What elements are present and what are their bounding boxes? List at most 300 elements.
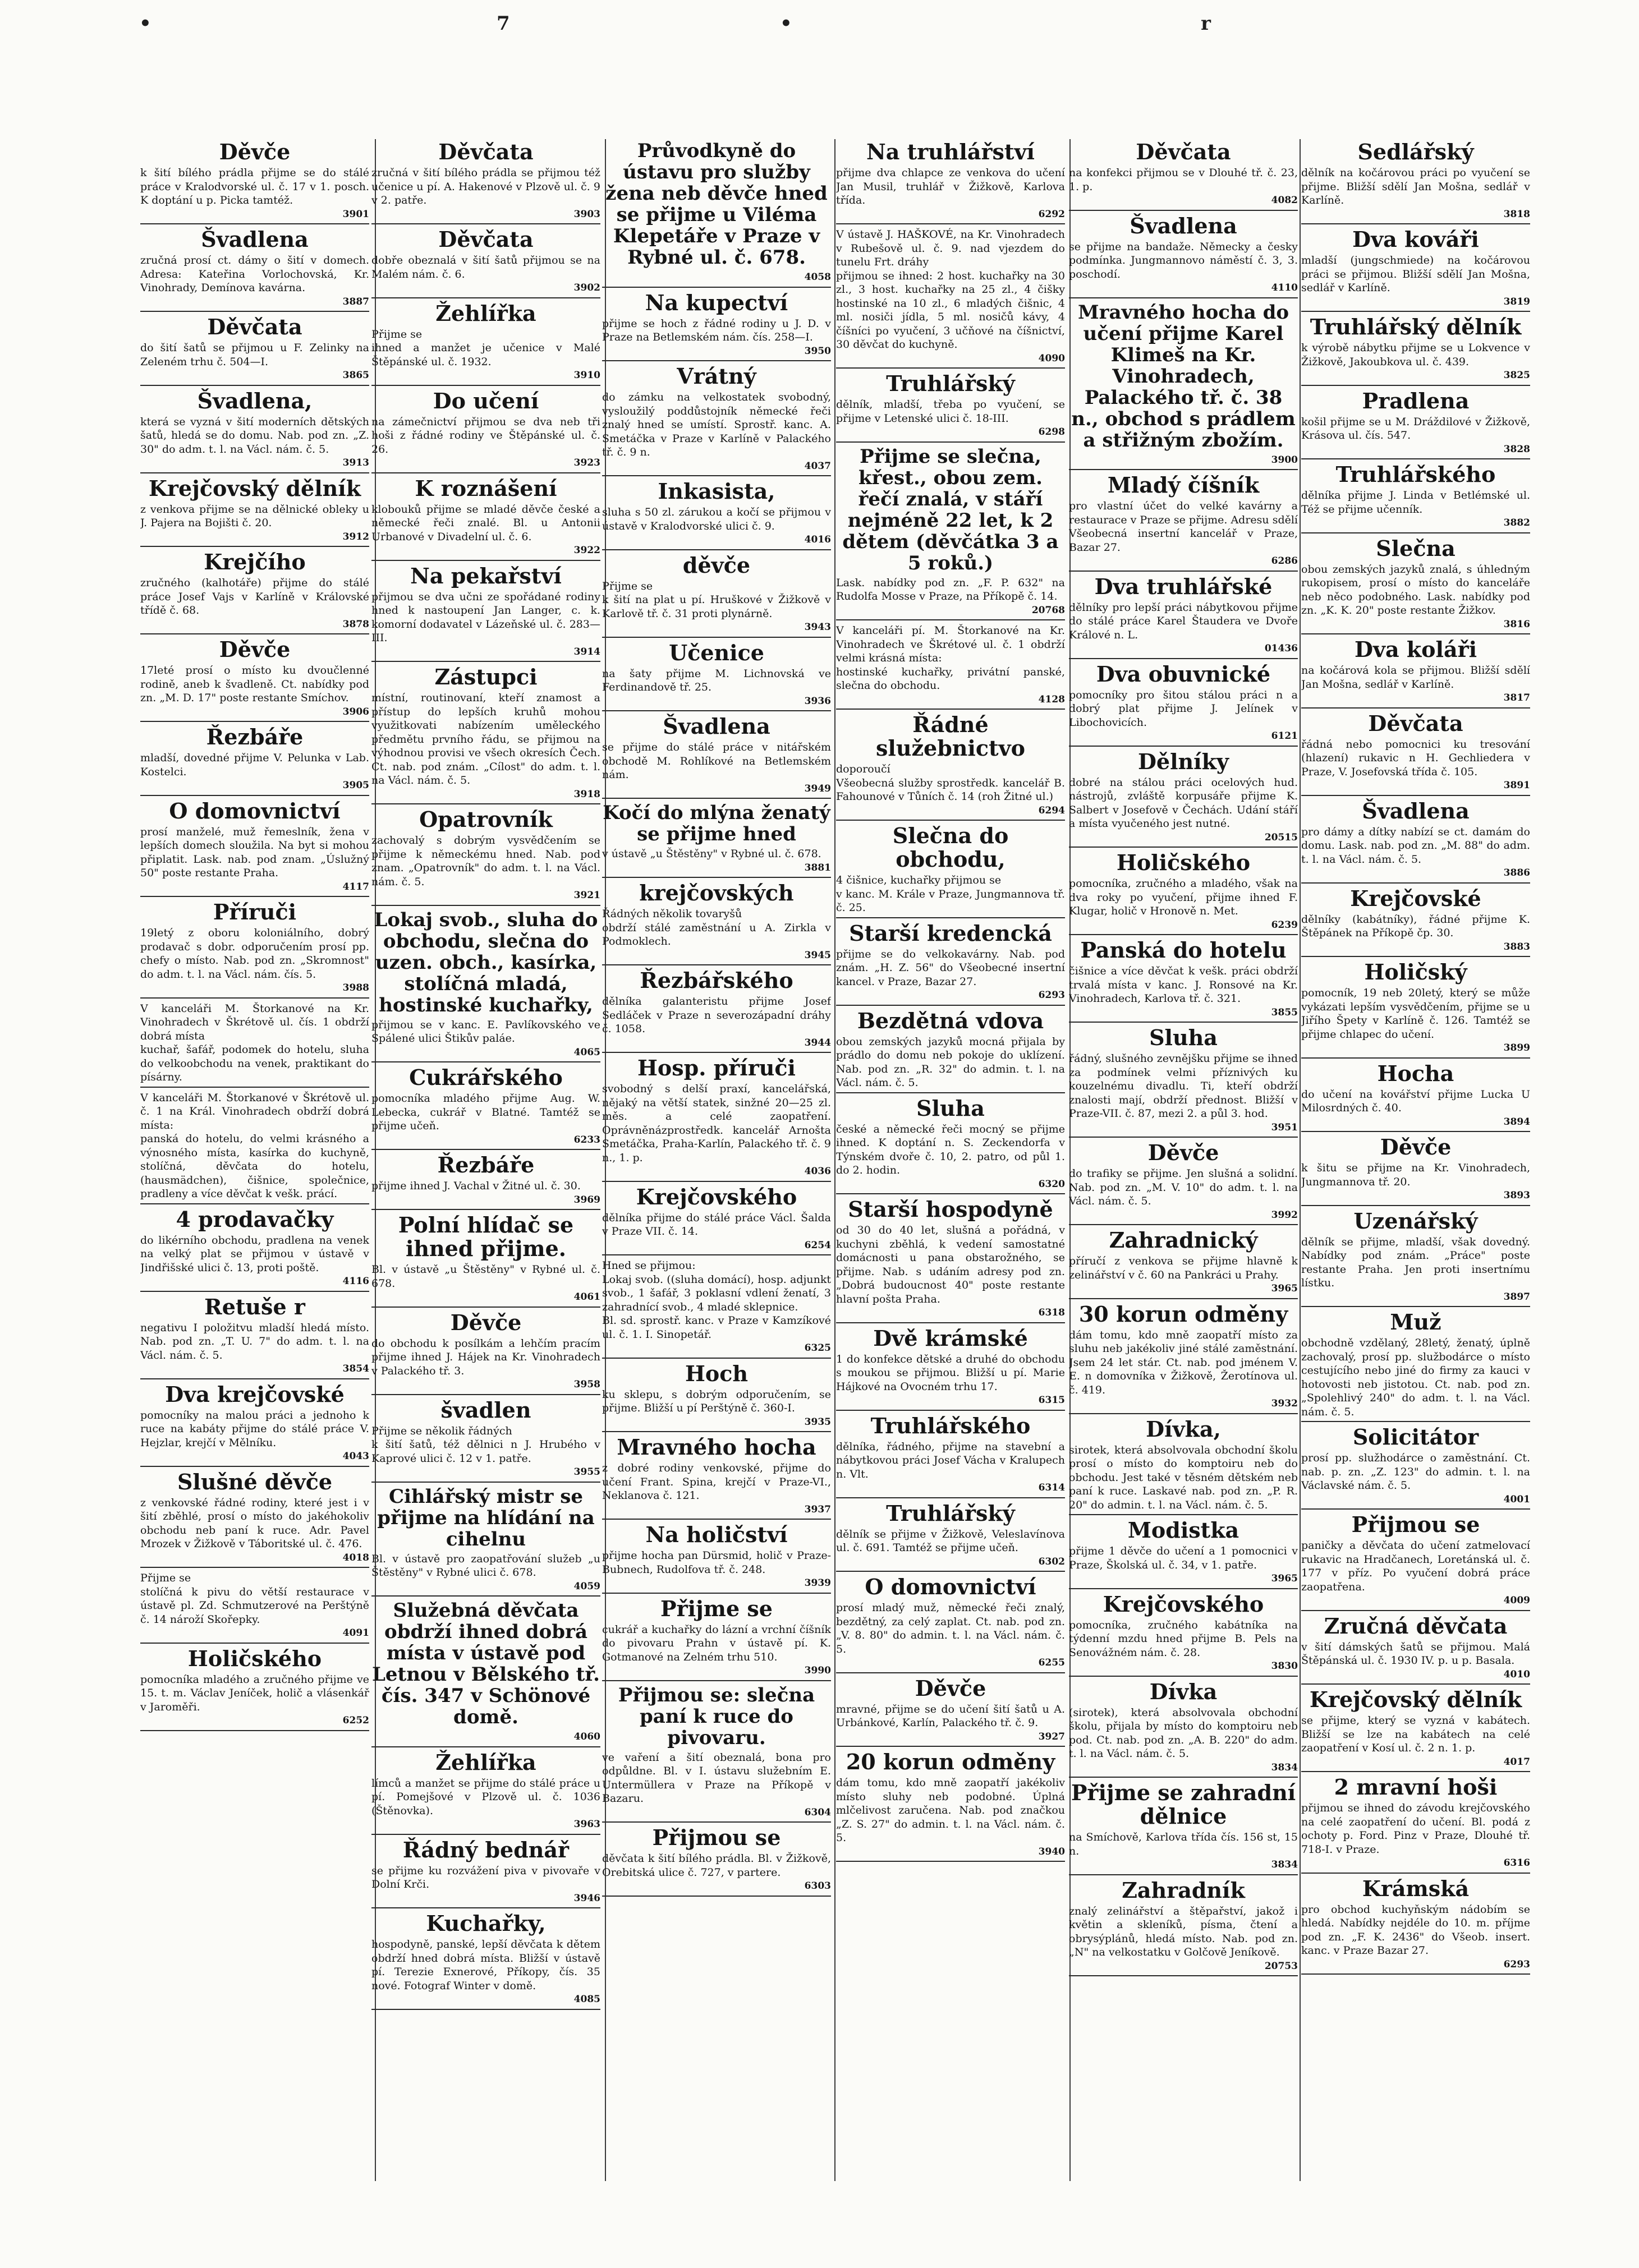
ad-headline: Švadlena (663, 714, 770, 739)
ad-body: dělníka přijme J. Linda v Betlémské ul. Též se přijme učenník. (1301, 489, 1530, 516)
classified-ad (140, 1002, 369, 1088)
ad-body: přijme se do velkokavárny. Nab. pod znám. „H. Z. 56" do Všeobecné insertní kancel. v Praze, Bazar 27. (836, 947, 1065, 988)
classified-ad (1069, 575, 1298, 659)
ad-headline: Zahradník (1122, 1877, 1245, 1903)
ad-headline: Švadlena (1130, 213, 1237, 238)
ad-body: dobře obeznalá v šití šatů přijmou se na Malém nám. č. 6. (371, 254, 600, 280)
ad-body: přijmou se v kanc. E. Pavlíkovského ve Spálené ulici Štikův paláe. (371, 1018, 600, 1045)
ad-headline: Solicitátor (1352, 1424, 1479, 1450)
ad-number: 4058 (804, 272, 831, 283)
ad-headline: Přijme se zahradní dělnice (1071, 1780, 1296, 1829)
ad-number: 3865 (342, 370, 369, 381)
ad-headline: Děvče (1380, 1134, 1452, 1160)
ad-number: 3855 (1271, 1006, 1298, 1018)
ad-body: prosí manželé, muž řemeslník, žena v lepších domech sloužila. Na byt si mohou připlatit. Lask. nab. pod znam. „Úslužný 50" poste restante Praha. (140, 825, 369, 879)
classified-ad (1301, 1775, 1530, 1874)
ad-body: k šití bílého prádla přijme se do stálé práce v Kralodvorské ul. č. 17 v 1. posch. K doptání u p. Picka tamtéž. (140, 167, 369, 206)
ad-body: pomocníky pro šitou stálou práci n a dobrý plat přijme J. Jelínek v Libochovicích. (1069, 688, 1298, 729)
classified-ad (1301, 537, 1530, 635)
ad-number: 3901 (342, 208, 369, 220)
ad-number: 3912 (342, 531, 369, 542)
ad-body: přijmou se ihned do závodu krejčovského na celé zaopatření do učení. Bl. podá z ochoty p. Ford. Pinz v Praze, Dlouhé tř. 718-I. v Praze. (1301, 1802, 1530, 1856)
ad-number: 3854 (342, 1363, 369, 1374)
classified-ad (1069, 1593, 1298, 1677)
classified-ad (140, 477, 369, 548)
ad-headline: Služebná děvčata obdrží ihned dobrá místa v ústavě pod Letnou v Bělského tř. čís. 347 v Schönové domě. (372, 1599, 600, 1728)
ad-number: 3965 (1271, 1573, 1298, 1584)
ad-headline: Truhlářského (870, 1413, 1031, 1438)
classified-ad (836, 713, 1065, 821)
ad-number: 3818 (1503, 208, 1530, 220)
ad-body: pro dámy a dítky nabízí se ct. damám do domu. Lask. nab. pod zn. „M. 88" do adm. t. l. na Václ. nám. č. 5. (1301, 825, 1530, 866)
page-mark: • (139, 12, 151, 35)
classified-ad (1069, 750, 1298, 848)
classified-ad (602, 969, 831, 1053)
ad-number: 6325 (804, 1342, 831, 1354)
ad-body: 4 čišnice, kuchařky přijmou se v kanc. M. Krále v Praze, Jungmannova tř. č. 25. (836, 874, 1065, 914)
classified-ad (602, 140, 831, 288)
ad-number: 3830 (1271, 1660, 1298, 1672)
ad-number: 4060 (573, 1731, 600, 1742)
ad-body: obou zemských jazyků mocná přijala by prádlo do domu neb pokoje do uklízení. Nab. pod zn. „R. 32" do admin. t. l. na Václ. nám. č. 5. (836, 1035, 1065, 1089)
ad-headline: Dva kováři (1352, 227, 1479, 252)
ad-headline: Cihlářský mistr se přijme na hlídání na cihelnu (377, 1485, 595, 1551)
ad-column-6 (1301, 139, 1530, 2181)
ad-number: 3910 (573, 370, 600, 381)
ad-body: mladší, dovedné přijme V. Pelunka v Lab. Kostelci. (140, 752, 369, 778)
classified-ad (371, 564, 600, 663)
classified-ad (1069, 1026, 1298, 1138)
ad-headline: Řezbáře (206, 724, 304, 749)
classified-ad (140, 140, 369, 224)
classified-ad (371, 228, 600, 298)
ad-number: 4110 (1271, 282, 1298, 293)
ad-column-3 (602, 139, 831, 2181)
ad-number: 4016 (804, 534, 831, 545)
classified-ad (140, 550, 369, 634)
ad-column-1 (140, 139, 369, 2181)
classified-ad (1301, 1062, 1530, 1133)
ad-body: řádná nebo pomocnici ku tresování (hlazení) rukavic n H. Gechliedera v Praze, V. Josefovská třída č. 105. (1301, 738, 1530, 778)
ad-body: cukrář a kuchařky do lázní a vrchní číšník do pivovaru Prahn v ústavě pí. K. Gotmanové na Zelném trhu 510. (602, 1623, 831, 1663)
ad-headline: Přijmou se: slečna paní k ruce do pivovaru. (618, 1683, 815, 1749)
ad-body: košil přijme se u M. Dráždilové v Žižkově, Krásova ul. čís. 547. (1301, 415, 1530, 441)
ad-headline: Dělníky (1137, 748, 1229, 774)
ad-headline: Dívka (1149, 1678, 1218, 1704)
ad-body: 19letý z oboru koloniálního, dobrý prodavač s dobr. odporučením prosí pp. chefy o místo. Nab. pod zn. „Skromnost" do adm. t. l. na Václ. nám. čís. 5. (140, 927, 369, 981)
ad-number: 3905 (342, 780, 369, 791)
classified-ad (1301, 1614, 1530, 1685)
ad-number: 3816 (1503, 618, 1530, 630)
ad-number: 4043 (342, 1451, 369, 1462)
ad-body: Bl. v ústavě „u Štěstěny" v Rybné ul. č. 678. (371, 1263, 600, 1290)
classified-ad (836, 140, 1065, 224)
ad-body: Přijme se k šití na plat u pí. Hruškové v Žižkově v Karlově tř. č. 31 proti plynárně. (602, 579, 831, 620)
ad-body: pro vlastní účet do velké kavárny a restaurace v Praze se přijme. Adresu sdělí Všeobecná insertní kancelář v Praze, Bazar 27. (1069, 500, 1298, 554)
classified-ad (602, 480, 831, 550)
ad-number: 3913 (342, 457, 369, 468)
ad-body: na šaty přijme M. Lichnovská ve Ferdinandově tř. 25. (602, 667, 831, 693)
page-mark: • (780, 12, 792, 35)
classified-ad (371, 302, 600, 386)
ad-body: pomocníky na malou práci a jednoho k ruce na kabáty přijme do stálé práce V. Hejzlar, krejčí v Mělníku. (140, 1409, 369, 1449)
ad-body: zručná v šití bílého prádla se přijmou též učenice u pí. A. Hakenové v Plzově ul. č. 9 v 2. patře. (371, 167, 600, 206)
classified-ad (1301, 1425, 1530, 1510)
ad-body: čišnice a více děvčat k vešk. práci obdrží trvalá místa v kanc. J. Ronsové na Kr. Vinohradech, Karlova tř. č. 321. (1069, 965, 1298, 1005)
ad-headline: O domovnictví (169, 798, 341, 824)
classified-ad (1301, 1688, 1530, 1772)
ad-headline: Inkasista, (658, 479, 775, 504)
ad-number: 4001 (1503, 1493, 1530, 1505)
classified-ad (1301, 712, 1530, 796)
classified-ad (836, 1677, 1065, 1747)
ad-number: 20768 (1031, 604, 1065, 616)
ad-number: 6303 (804, 1880, 831, 1892)
ad-headline: Zručná děvčata (1324, 1613, 1508, 1639)
classified-ad (836, 228, 1065, 369)
ad-number: 3927 (1038, 1731, 1065, 1742)
ad-body: z dobré rodiny venkovské, přijme do učení Frant. Spina, krejčí v Praze-VI., Neklanova č. 121. (602, 1462, 831, 1502)
ad-headline: Truhlářský (886, 1500, 1015, 1526)
ad-body: z venkova přijme se na dělnické obleky u J. Pajera na Bojišti č. 20. (140, 503, 369, 529)
ad-headline: Učenice (669, 640, 764, 665)
classified-ad (1301, 389, 1530, 460)
ad-headline: 2 mravní hoši (1334, 1774, 1498, 1800)
ad-number: 3992 (1271, 1209, 1298, 1221)
ad-body: příručí z venkova se přijme hlavně k zelinářství v č. 60 na Pankráci u Prahy. (1069, 1255, 1298, 1281)
ad-headline: Cukrářského (409, 1065, 563, 1090)
classified-ad (602, 802, 831, 878)
ad-number: 6292 (1038, 208, 1065, 220)
classified-ad (371, 1213, 600, 1308)
ad-body: hospodyně, panské, lepší děvčata k dětem obdrží hned dobrá místa. Bližší v ústavě pí. Terezie Exnerové, Příkopy, čís. 35 nové. Fotograf Winter v domě. (371, 1938, 600, 1992)
ad-headline: Dívka, (1146, 1416, 1221, 1442)
ad-body: mravné, přijme se do učení šití šatů u A. Urbánkové, Karlín, Palackého tř. č. 9. (836, 1703, 1065, 1729)
ad-headline: Lokaj svob., sluha do obchodu, slečna do uzen. obch., kasírka, stolíčná mladá, hostinské kuchařky, (374, 908, 598, 1016)
classified-ad (140, 1470, 369, 1568)
ad-headline: Sedlářský (1357, 139, 1474, 164)
ad-number: 4017 (1503, 1756, 1530, 1768)
ad-headline: Hocha (1377, 1060, 1454, 1086)
ad-headline: Hoch (685, 1360, 748, 1386)
classified-ad (371, 1311, 600, 1395)
ad-headline: Modistka (1127, 1517, 1239, 1543)
classified-ad (140, 228, 369, 312)
ad-headline: Děvčata (438, 227, 534, 252)
ad-headline: Kuchařky, (426, 1911, 546, 1936)
classified-ad (1301, 887, 1530, 958)
ad-number: 3946 (573, 1892, 600, 1904)
ad-headline: Na holičství (645, 1522, 788, 1547)
ad-number: 6239 (1271, 919, 1298, 931)
ad-headline: Zástupci (434, 664, 538, 689)
ad-body: pomocníka mladého a zručného přijme ve 15. t. m. Václav Jeníček, holič a vlásenkář v Jaroměři. (140, 1673, 369, 1713)
ad-headline: Děvče (450, 1309, 522, 1335)
classified-ad (836, 922, 1065, 1006)
ad-body: místní, routinovaní, kteří znamost a přístup do lepších kruhů mohou využitkovati nabízením uměleckého předmětu prvního řádu, se přijmou na výhodnou provisi ve všech okresích Čech. Ct. nab. pod znám. „Cílost" do adm. t. l. na Václ. nám. č. 5. (371, 692, 600, 786)
ad-headline: Mravného hocha (617, 1434, 816, 1460)
ad-body: na kočárová kola se přijmou. Bližší sdělí Jan Mošna, sedlář v Karlíně. (1301, 664, 1530, 691)
ad-headline: 20 korun odměny (846, 1749, 1055, 1774)
column-rule (834, 139, 835, 2181)
ad-body: prosí pp. služhodárce o zaměstnání. Ct. nab. p. zn. „Z. 123" do admin. t. l. na Václavské nám. č. 5. (1301, 1452, 1530, 1492)
ad-headline: Švadlena, (197, 388, 313, 413)
ad-body: Řádných několik tovaryšů obdrží stálé zaměstnání u A. Zirkla v Podmoklech. (602, 908, 831, 947)
ad-number: 3819 (1503, 296, 1530, 307)
ad-body: V kanceláři M. Štorkanové na Kr. Vinohradech v Škrétově ul. čís. 1 obdrží dobrá místa kuchař, šafář, podomek do hotelu, sluha do velkoobchodu na venek, praktikant do písárny. (140, 1002, 369, 1083)
ad-headline: Slečna (1376, 535, 1456, 561)
classified-ad (371, 665, 600, 804)
classified-ad (140, 1571, 369, 1644)
classified-ad (602, 1685, 831, 1823)
ad-number: 4116 (342, 1276, 369, 1287)
classified-ad (140, 389, 369, 473)
ad-body: přijme dva chlapce ze venkova do učení Jan Musil, truhlář v Žižkově, Karlova třída. (836, 167, 1065, 206)
classified-ad (836, 1575, 1065, 1673)
ad-number: 4009 (1503, 1595, 1530, 1606)
ad-body: v ústavě „u Štěstěny" v Rybné ul. č. 678. (602, 848, 821, 860)
ad-headline: Krámská (1362, 1875, 1470, 1901)
ad-number: 3886 (1503, 867, 1530, 878)
ad-number: 3932 (1271, 1398, 1298, 1409)
classified-ad (1301, 140, 1530, 224)
classified-ad (836, 372, 1065, 443)
ad-headline: Děvčata (438, 139, 534, 164)
ad-number: 3922 (573, 545, 600, 556)
ad-number: 3878 (342, 618, 369, 630)
ad-body: límců a manžet se přijme do stálé práce u pí. Pomejšové v Plzově ul. č. 1036 (Štěnovka). (371, 1777, 600, 1817)
ad-body: dobré na stálou práci ocelových hud. nástrojů, zvláště korpusáře přijme K. Salbert v Josefově v Čechách. Udání stáří a místa vyučeného jest nutné. (1069, 776, 1298, 830)
classified-ad (602, 1185, 831, 1256)
ad-headline: Sluha (1149, 1025, 1218, 1050)
ad-headline: Děvčata (1368, 710, 1463, 736)
ad-number: 4090 (1038, 352, 1065, 364)
ad-headline: Dva krejčovské (165, 1381, 345, 1407)
classified-ad (1301, 463, 1530, 533)
ad-number: 6293 (1503, 1958, 1530, 1970)
classified-ad (602, 1523, 831, 1594)
ad-number: 6318 (1038, 1307, 1065, 1318)
ad-number: 6314 (1038, 1482, 1065, 1493)
ad-headline: Bezdětná vdova (857, 1008, 1044, 1033)
ad-number: 6294 (1038, 804, 1065, 816)
ad-body: negativu I položitvu mladší hledá místo. Nab. pod zn. „T. U. 7" do adm. t. l. na Václ. nám. č. 5. (140, 1321, 369, 1361)
ad-number: 3825 (1503, 370, 1530, 381)
classified-ad (371, 1751, 600, 1835)
ad-headline: Panská do hotelu (1080, 937, 1287, 963)
ad-headline: Žehlířka (435, 1749, 536, 1775)
ad-number: 4018 (342, 1552, 369, 1563)
ad-body: mladší (jungschmiede) na kočárovou práci se přijmou. Bližší sdělí Jan Mošna, sedlář v Karlíně. (1301, 254, 1530, 294)
ad-number: 3944 (804, 1037, 831, 1048)
ad-headline: Řádný bednář (402, 1837, 570, 1862)
ad-body: dělník se přijme v Žižkově, Veleslavínova ul. č. 691. Tamtéž se přijme učeň. (836, 1528, 1065, 1554)
ad-headline: Retuše r (204, 1294, 305, 1319)
ad-number: 3906 (342, 706, 369, 717)
classified-ad (140, 900, 369, 999)
classified-ad (836, 624, 1065, 710)
ad-headline: Truhlářský (886, 371, 1015, 396)
classified-ad (1069, 1418, 1298, 1516)
ad-body: od 30 do 40 let, slušná a pořádná, v kuchyni zběhlá, k vedení samostatné domácnosti u pana obstarožného, se přijme. Nab. s udáním adresy pod zn. „Dobrá budoucnost 40" poste restante hlavní pošta Praha. (836, 1224, 1065, 1305)
ad-column-2 (371, 139, 600, 2181)
classified-ad (1069, 1229, 1298, 1299)
ad-body: dělník, mladší, třeba po vyučení, se přijme v Letenské ulici č. 18-III. (836, 398, 1065, 425)
ad-number: 3936 (804, 695, 831, 707)
ad-headline: Starší hospodyně (848, 1197, 1053, 1222)
ad-number: 6298 (1038, 426, 1065, 438)
ad-headline: Holičského (187, 1645, 322, 1671)
ad-body: dělníky (kabátníky), řádné přijme K. Štěpánek na Příkopě čp. 30. (1301, 913, 1530, 939)
ad-body: dělníka přijme do stálé práce Václ. Šalda v Praze VII. č. 14. (602, 1211, 831, 1237)
classified-ad (371, 1153, 600, 1210)
classified-ad (836, 1009, 1065, 1093)
ad-headline: Děvče (219, 139, 291, 164)
ad-number: 3897 (1503, 1291, 1530, 1303)
classified-ad (836, 1414, 1065, 1498)
ad-headline: Švadlena (201, 227, 309, 252)
ad-number: 3903 (573, 208, 600, 220)
classified-ad (371, 808, 600, 906)
ad-headline: Slečna do obchodu, (892, 823, 1009, 872)
classified-ad (836, 1097, 1065, 1195)
ad-body: pomocníka, zručného kabátníka na týdenní mzdu hned přijme B. Pels na Senovážném nám. č. 28. (1069, 1618, 1298, 1659)
classified-ad (602, 881, 831, 965)
ad-number: 3894 (1503, 1116, 1530, 1128)
ad-headline: Sluha (916, 1095, 985, 1121)
ad-headline: Řádné služebnictvo (876, 712, 1025, 761)
ad-body: pomocník, 19 neb 20letý, který se může vykázati lepším vysvědčením, přijme se u Jiřího Špety v Karlíně č. 126. Tamtéž se přijme chlapec do učení. (1301, 987, 1530, 1041)
classified-ad (836, 824, 1065, 918)
ad-number: 20515 (1264, 831, 1298, 843)
classified-ad (602, 1597, 831, 1681)
ad-body: V kanceláři pí. M. Štorkanové na Kr. Vinohradech ve Škrétové ul. č. 1 obdrží velmi krásná místa: hostinské kuchařky, privátní panské, slečna do obchodu. (836, 624, 1065, 692)
ad-number: 4037 (804, 460, 831, 472)
ad-body: pomocníka, zručného a mladého, však na dva roky po vyučení, přijme ihned F. Klugar, holič v Hronově n. Met. (1069, 877, 1298, 917)
ad-body: pomocníka mladého přijme Aug. W. Lebecka, cukrář v Blatné. Tamtéž se přijme učeň. (371, 1092, 600, 1132)
ad-body: dělník se přijme, mladší, však dovedný. Nabídky pod znám. „Práce" poste restante Praha. Jen proti insertnímu lístku. (1301, 1235, 1530, 1289)
ad-headline: Přijmou se (652, 1825, 781, 1850)
ad-headline: Kočí do mlýna ženatý se přijme hned (603, 802, 830, 845)
ad-body: se přijme ku rozvážení piva v pivovaře v Dolní Krči. (371, 1864, 600, 1890)
ad-number: 3902 (573, 282, 600, 293)
ad-body: Přijme se stolíčná k pivu do větší restaurace v ústavě pl. Zd. Schmutzerové na Perštýně č. 14 nároží Skořepky. (140, 1572, 369, 1626)
ad-headline: Švadlena (1362, 798, 1470, 824)
ad-body: (sirotek), která absolvovala obchodní školu, přijala by místo do komptoiru neb pod. Ct. nab. pod zn. „A. B. 220" do adm. t. l. na Václ. nám. č. 5. (1069, 1706, 1298, 1760)
ad-body: české a německé řeči mocný se přijme ihned. K doptání n. S. Zeckendorfa v Týnském dvoře č. 10, 2. patro, od půl 1. do 2. hodin. (836, 1123, 1065, 1176)
ad-body: přijme se hoch z řádné rodiny u J. D. v Praze na Betlemském nám. čís. 258—I. (602, 317, 831, 343)
ad-body: zručná prosí ct. dámy o šití v domech. Adresa: Kateřina Vorlochovská, Kr. Vinohrady, Demínova kavárna. (140, 254, 369, 294)
ad-number: 6121 (1271, 730, 1298, 742)
ad-number: 6302 (1038, 1556, 1065, 1567)
classified-ad (1301, 228, 1530, 312)
ad-number: 3887 (342, 296, 369, 307)
ad-body: do trafiky se přijme. Jen slušná a solidní. Nab. pod zn. „M. V. 10" do adm. t. l. na Václ. nám. č. 5. (1069, 1167, 1298, 1207)
ad-headline: 30 korun odměny (1078, 1301, 1288, 1327)
ad-column-5 (1069, 139, 1298, 2181)
ad-body: na zámečnictví přijmou se dva neb tři hoši z řádné rodiny ve Štěpánské ul. č. 26. (371, 415, 600, 456)
ad-body: do šití šatů se přijmou u F. Zelinky na Zeleném trhu č. 504—I. (140, 342, 369, 368)
classified-ad (371, 1912, 600, 2010)
ad-body: sluha s 50 zl. zárukou a kočí se přijmou v ústavě v Kralodvorské ulici č. 9. (602, 506, 831, 532)
classified-ad (1301, 960, 1530, 1059)
ad-body: sirotek, která absolvovala obchodní školu prosí o místo do komptoiru neb do obchodu. Jest také v těsném dětském neb paní k ruce. Laskavé nab. pod zn. „P. R. 20" do admin. t. l. na Václ. nám. č. 5. (1069, 1443, 1298, 1511)
ad-body: obchodně vzdělaný, 28letý, ženatý, úplně zachovalý, prosí pp. službodárce o místo cestujícího nebo jiné do firmy za kauci v hotovosti neb jistotou. Ct. nab. pod zn. „Spolehlivý 240" do adm. t. l. na Václ. nám. č. 5. (1301, 1337, 1530, 1418)
ad-body: klobouků přijme se mladé děvče české a německé řeči znalé. Bl. u Antonii Urbanové v Divadelní ul. č. 6. (371, 503, 600, 543)
ad-number: 3939 (804, 1577, 831, 1589)
ad-number: 4065 (573, 1046, 600, 1058)
ad-body: k výrobě nábytku přijme se u Lokvence v Žižkově, Jakoubkova ul. č. 439. (1301, 342, 1530, 368)
ad-number: 3940 (1038, 1846, 1065, 1857)
ad-headline: K roznášení (415, 475, 557, 501)
classified-ad (836, 1750, 1065, 1862)
ad-number: 3883 (1503, 941, 1530, 953)
ad-number: 4010 (1503, 1668, 1530, 1680)
ad-number: 6233 (573, 1134, 600, 1145)
ad-headline: Polní hlídač se ihned přijme. (398, 1212, 574, 1261)
ad-number: 3958 (573, 1379, 600, 1390)
classified-ad (602, 365, 831, 476)
ad-headline: Mladý číšník (1107, 472, 1260, 498)
ad-body: dělníka galanteristu přijme Josef Sedláček v Praze n severozápadní dráhy č. 1058. (602, 995, 831, 1035)
ad-body: se přijme do stálé práce v nitářském obchodě M. Rohlíkové na Betlemském nám. (602, 741, 831, 781)
classified-ad (1301, 799, 1530, 884)
ad-number: 20753 (1264, 1960, 1298, 1972)
classified-ad (140, 315, 369, 386)
classified-ad (371, 909, 600, 1063)
classified-ad (1069, 1879, 1298, 1977)
classified-ad (836, 1327, 1065, 1411)
ad-number: 3882 (1503, 517, 1530, 528)
classified-ad (371, 1398, 600, 1483)
ad-body: na konfekci přijmou se v Dlouhé tř. č. 23, 1. p. (1069, 167, 1298, 193)
classified-ad (1301, 1310, 1530, 1422)
ad-headline: Opatrovník (419, 807, 553, 832)
ad-headline: Dvě krámské (873, 1325, 1028, 1351)
classified-ad (1069, 1680, 1298, 1778)
classified-ad (1069, 663, 1298, 747)
classified-ad (371, 1838, 600, 1909)
ad-number: 3990 (804, 1665, 831, 1676)
ad-number: 3963 (573, 1819, 600, 1830)
ad-headline: švadlen (440, 1397, 531, 1423)
ad-number: 3921 (573, 890, 600, 901)
classified-ad (1069, 140, 1298, 211)
ad-headline: Děvče (1147, 1140, 1219, 1165)
ad-headline: 4 prodavačky (176, 1206, 334, 1232)
ad-headline: Děvče (219, 637, 291, 662)
ad-headline: Krejčího (204, 549, 306, 574)
classified-ad (1069, 1303, 1298, 1414)
ad-number: 4082 (1271, 195, 1298, 206)
ad-body: která se vyzná v šití moderních dětských šatů, hledá se do domu. Nab. pod zn. „Z. 30" do adm. t. l. na Václ. nám. č. 5. (140, 415, 369, 456)
ad-body: ku sklepu, s dobrým odporučením, se přijme. Bližší u pí Perštýně č. 360-I. (602, 1388, 831, 1414)
ad-number: 3914 (573, 646, 600, 657)
classified-ad (1069, 214, 1298, 298)
ad-number: 3918 (573, 788, 600, 800)
ad-body: z venkovské řádné rodiny, které jest i v šití zběhlé, prosí o místo do jakéhokoliv obchodu neb paní k ruce. Adr. Pavel Mrozek v Žižkově v Táboritské ul. č. 476. (140, 1496, 369, 1550)
ad-body: Přijme se několik řádných k šití šatů, též dělnici n J. Hrubého v Kaprové ulici č. 12 v 1. patře. (371, 1424, 600, 1465)
page-mark: 7 (497, 12, 510, 35)
ad-body: 17leté prosí o místo ku dvoučlenné rodině, aneb k švadleně. Ct. nabídky pod zn. „M. D. 17" poste restante Smíchov. (140, 664, 369, 704)
classified-ad (371, 140, 600, 224)
ad-number: 4059 (573, 1580, 600, 1592)
ad-body: dělník na kočárovou práci po vyučení se přijme. Bližší sdělí Jan Mošna, sedlář v Karlíně. (1301, 167, 1530, 206)
ad-body: V ústavě J. HAŠKOVÉ, na Kr. Vinohradech v Rubešově ul. č. 9. nad vjezdem do tunelu Frt. dráhy přijmou se ihned: 2 host. kuchařky na 30 zl., 3 host. kuchařky na 25 zl., 4 čišky hostinské na 10 zl., 6 mladých čišnic, 4 ml. nosiči jídla, 5 ml. nosičů kávy, 4 číšníci po vyučení, 3 učňové na číšnictví, 30 děvčat do kuchyně. (836, 228, 1065, 351)
ad-headline: Hosp. příruči (637, 1055, 796, 1080)
ad-body: se přijme na bandaže. Německy a česky podmínka. Jungmannovo náměstí č. 3, 3. poschodí. (1069, 240, 1298, 280)
ad-headline: Děvčata (207, 314, 302, 339)
